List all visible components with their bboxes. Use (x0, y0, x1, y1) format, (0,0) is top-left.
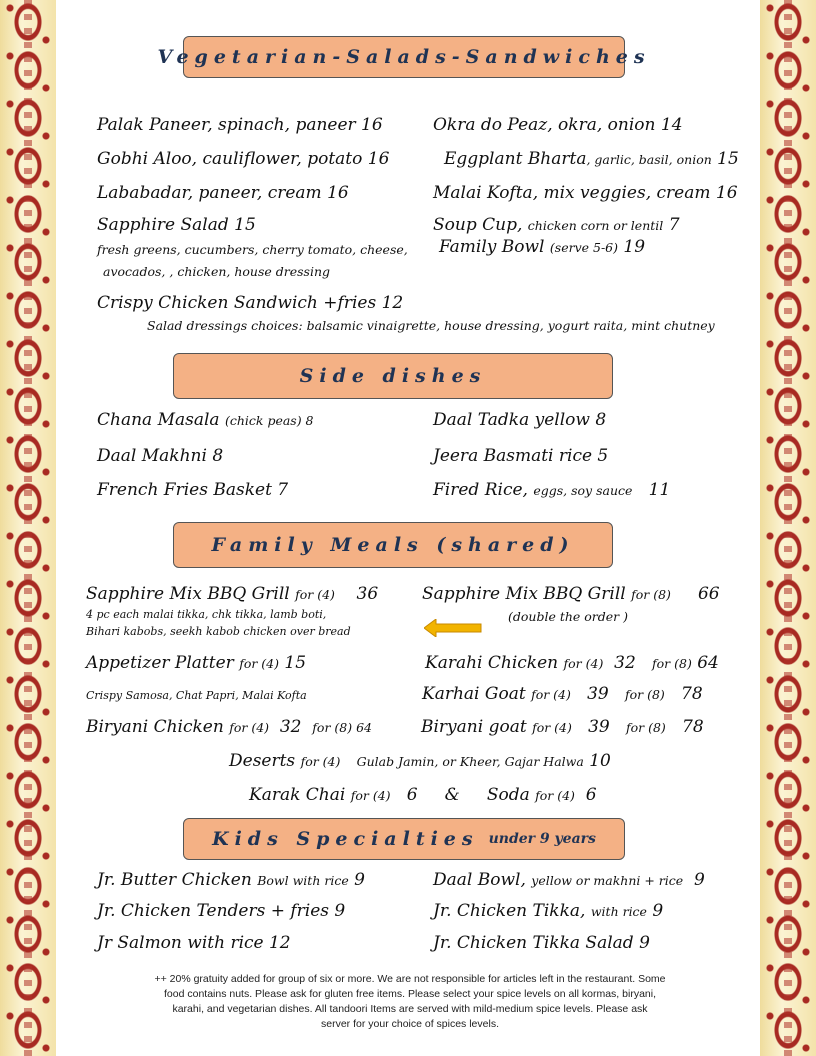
item-serving: for (4) (532, 720, 572, 735)
item-name: Jr. Chicken Tikka, (433, 901, 586, 921)
item-name: Sapphire Mix BBQ Grill (86, 584, 290, 604)
item-price: 9 (694, 870, 705, 890)
menu-item-appetizer-platter (86, 653, 306, 674)
item-description: with rice (590, 904, 647, 919)
section-title: Family Meals (shared) (211, 534, 575, 556)
item-name: Family Bowl (439, 237, 545, 257)
section-header-sides (173, 353, 613, 399)
item-name: Karak Chai (249, 785, 346, 805)
menu-item-chana-masala (97, 410, 314, 431)
item-description: chicken corn or lentil (527, 218, 664, 233)
footer-line: karahi, and vegetarian dishes. All tandoori Items are served with mild-medium spice levels. Please ask (172, 1003, 648, 1015)
section-title: Side dishes (299, 365, 487, 387)
item-price: 15 (284, 653, 307, 673)
item-name: Jr. Butter Chicken (97, 870, 252, 890)
item-price: 39 (588, 717, 610, 737)
menu-item-daal-bowl (433, 870, 705, 891)
item-description: Bihari kabobs, seekh kabob chicken over bread (86, 625, 351, 638)
item-price: 6 (585, 785, 597, 805)
menu-item-lababadar: Lababadar, paneer, cream 16 (97, 183, 349, 203)
menu-item-jr-chicken-tenders: Jr. Chicken Tenders + fries 9 (97, 901, 346, 921)
item-name: Biryani Chicken (86, 717, 224, 737)
item-serving: for (8) (652, 656, 692, 671)
section-subtitle: under 9 years (488, 831, 596, 847)
item-price: 64 (697, 653, 719, 673)
menu-item-jr-chicken-tikka (433, 901, 663, 922)
item-name: Biryani goat (421, 717, 527, 737)
item-price: 7 (668, 215, 680, 235)
item-name: Soda (486, 785, 530, 805)
item-serving: for (4) (229, 720, 270, 735)
footer-line: food contains nuts. Please ask for gluten free items. Please select your spice levels on all kormas, biryani, (164, 988, 656, 1000)
menu-item-french-fries: French Fries Basket 7 (97, 480, 289, 500)
footer-line: server for your choice of spices levels. (321, 1018, 499, 1030)
item-serving: for (8) 64 (312, 720, 372, 735)
item-serving: for (4) (531, 687, 571, 702)
section-title: Kids Specialties (212, 828, 479, 850)
menu-item-bbq-grill-4 (86, 584, 378, 605)
item-description: 4 pc each malai tikka, chk tikka, lamb boti, (86, 608, 327, 621)
item-price: 6 (406, 785, 418, 805)
section-header-kids (183, 818, 625, 860)
item-description: Bowl with rice (257, 873, 349, 888)
item-price: 39 (587, 684, 609, 704)
item-name: Eggplant Bharta (444, 149, 587, 169)
menu-item-eggplant-bharta (444, 149, 739, 170)
item-description: (serve 5-6) (549, 240, 619, 255)
menu-item-karak-chai-soda (249, 785, 597, 806)
item-price: 19 (623, 237, 646, 257)
menu-item-biryani-goat (421, 717, 704, 738)
menu-item-jr-butter-chicken (97, 870, 365, 891)
item-note: (double the order ) (508, 609, 628, 624)
menu-item-okra: Okra do Peaz, okra, onion 14 (433, 115, 683, 135)
item-name: Appetizer Platter (86, 653, 234, 673)
item-description: yellow or makhni + rice (531, 873, 684, 888)
item-serving: for (4) (563, 656, 604, 671)
menu-item-karhai-goat (422, 684, 703, 705)
item-price: 78 (681, 684, 703, 704)
item-serving: for (8) (625, 720, 666, 735)
item-serving: for (4) (300, 754, 341, 769)
item-description: , garlic, basil, onion (586, 152, 712, 167)
left-arrow-icon (424, 619, 482, 637)
salad-dressings-note: Salad dressings choices: balsamic vinaigrette, house dressing, yogurt raita, mint chutney (147, 318, 715, 333)
menu-item-gobhi-aloo: Gobhi Aloo, cauliflower, potato 16 (97, 149, 390, 169)
item-serving: for (4) (239, 656, 279, 671)
item-description: Gulab Jamin, or Kheer, Gajar Halwa (356, 754, 584, 769)
item-name: Karhai Goat (422, 684, 526, 704)
item-price: 78 (682, 717, 704, 737)
footer-note (96, 972, 724, 1032)
item-price: 15 (717, 149, 739, 169)
item-price: 9 (354, 870, 365, 890)
item-description: Crispy Samosa, Chat Papri, Malai Kofta (86, 689, 307, 702)
section-header-vegetarian (157, 36, 651, 78)
menu-item-fired-rice (433, 480, 670, 501)
item-name: Daal Bowl, (433, 870, 526, 890)
item-name: Sapphire Mix BBQ Grill (422, 584, 626, 604)
item-price: 32 (614, 653, 636, 673)
footer-line: ++ 20% gratuity added for group of six or more. We are not responsible for articles left in the restaurant. Some (154, 973, 666, 985)
item-serving: for (8) (624, 687, 665, 702)
section-title: Vegetarian-Salads-Sandwiches (157, 46, 651, 68)
menu-item-karahi-chicken (425, 653, 719, 674)
menu-item-crispy-chicken-sandwich: Crispy Chicken Sandwich +fries 12 (97, 293, 404, 313)
item-name: Soup Cup, (433, 215, 523, 235)
item-name: Deserts (229, 751, 296, 771)
item-name: Fired Rice, (433, 480, 528, 500)
menu-item-family-bowl (439, 237, 645, 258)
item-price: 66 (697, 584, 720, 604)
item-price: 10 (589, 751, 611, 771)
menu-item-jr-chicken-tikka-salad: Jr. Chicken Tikka Salad 9 (433, 933, 650, 953)
item-serving: for (4) (535, 788, 575, 803)
ampersand: & (444, 785, 460, 805)
menu-item-palak-paneer: Palak Paneer, spinach, paneer 16 (97, 115, 383, 135)
menu-item-deserts (229, 751, 611, 772)
menu-item-jeera-rice: Jeera Basmati rice 5 (433, 446, 609, 466)
item-name: Karahi Chicken (425, 653, 559, 673)
item-serving: for (8) (631, 587, 671, 602)
item-price: 36 (356, 584, 379, 604)
decorative-border-right (760, 0, 816, 1056)
item-serving: for (4) (295, 587, 335, 602)
menu-item-bbq-grill-8 (422, 584, 720, 605)
item-name: Chana Masala (97, 410, 220, 430)
menu-item-biryani-chicken (86, 717, 372, 738)
item-description: avocados, , chicken, house dressing (103, 264, 331, 279)
menu-item-malai-kofta: Malai Kofta, mix veggies, cream 16 (433, 183, 738, 203)
decorative-border-left (0, 0, 56, 1056)
item-description: eggs, soy sauce (533, 483, 633, 498)
menu-item-sapphire-salad: Sapphire Salad 15 (97, 215, 256, 235)
item-serving: for (4) (350, 788, 391, 803)
menu-item-jr-salmon: Jr Salmon with rice 12 (97, 933, 291, 953)
menu-item-daal-tadka: Daal Tadka yellow 8 (433, 410, 607, 430)
item-price: 11 (648, 480, 671, 500)
item-price: 32 (279, 717, 302, 737)
menu-item-soup-cup (433, 215, 680, 236)
item-price: 9 (652, 901, 664, 921)
item-description: (chick peas) 8 (224, 413, 314, 428)
menu-item-daal-makhni: Daal Makhni 8 (97, 446, 224, 466)
item-description: fresh greens, cucumbers, cherry tomato, cheese, (97, 242, 408, 257)
section-header-family (173, 522, 613, 568)
